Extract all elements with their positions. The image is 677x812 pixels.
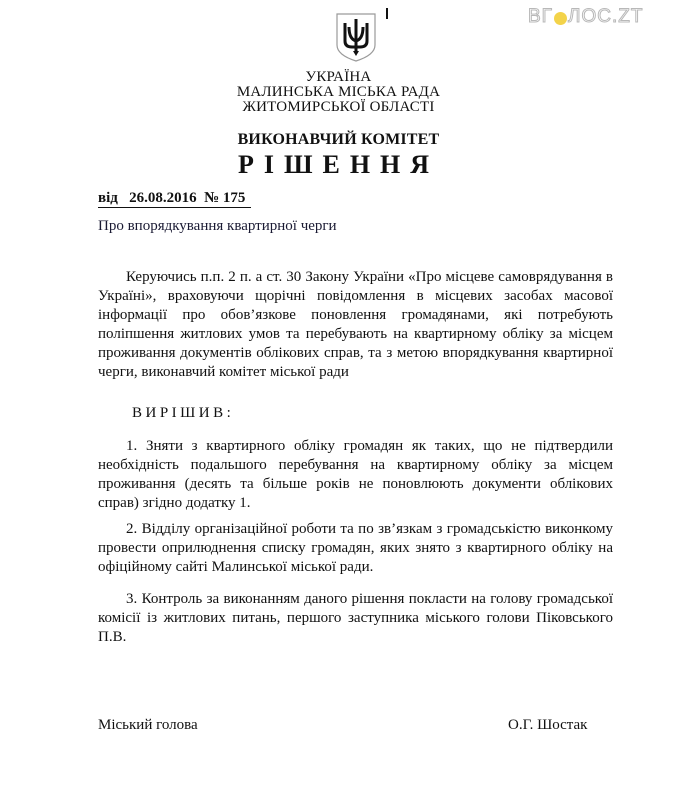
text-cursor-mark — [386, 8, 388, 19]
sound-wave-icon — [554, 12, 567, 25]
header-council: МАЛИНСЬКА МІСЬКА РАДА — [236, 84, 441, 100]
site-watermark-logo — [528, 6, 643, 28]
decision-title: РІШЕННЯ — [237, 150, 440, 179]
resolved-heading: ВИРІШИВ: — [132, 405, 235, 421]
header-country: УКРАЇНА — [305, 69, 372, 85]
decision-item-2: 2. Відділу організаційної роботи та по зв’язкам з громадськістю виконкому провести оприлюднення списку громадян, яких знято з квартирного обліку на офіційному сайті Малинської міської ради. — [98, 521, 613, 575]
signatory-title: Міський голова — [98, 717, 198, 733]
trident-coat-of-arms-icon — [334, 11, 378, 63]
decision-date-number: від 26.08.2016 № 175 — [98, 190, 251, 208]
decision-subject: Про впорядкування квартирної черги — [98, 218, 337, 234]
decision-item-3: 3. Контроль за виконанням даного рішення покласти на голову громадської комісії із житлових питань, першого заступника міського голови Піковського П.В. — [98, 591, 613, 645]
preamble-paragraph: Керуючись п.п. 2 п. а ст. 30 Закону України «Про місцеве самоврядування в Україні», враховуючи щорічні повідомлення в місцевих засобах масової інформації про обов’язкове поновлення громадянами, які потребують поліпшення житлових умов та перебувають на квартирному обліку за місцем проживання документів облікових справ, та з метою впорядкування квартирної черги, виконавчий комітет міської ради — [98, 269, 613, 380]
committee-title: ВИКОНАВЧИЙ КОМІТЕТ — [237, 131, 440, 148]
decision-item-1: 1. Зняти з квартирного обліку громадян як таких, що не підтвердили необхідність подальшого перебування на квартирному обліку за місцем проживання (десять та більше років не поновлюють документи облікових справ) згідно додатку 1. — [98, 438, 613, 511]
signatory-name: О.Г. Шостак — [508, 717, 588, 733]
watermark-text-left: ВГ — [528, 6, 553, 27]
header-region: ЖИТОМИРСЬКОЇ ОБЛАСТІ — [242, 99, 435, 115]
watermark-text-right: ЛОС.ZT — [567, 6, 644, 27]
